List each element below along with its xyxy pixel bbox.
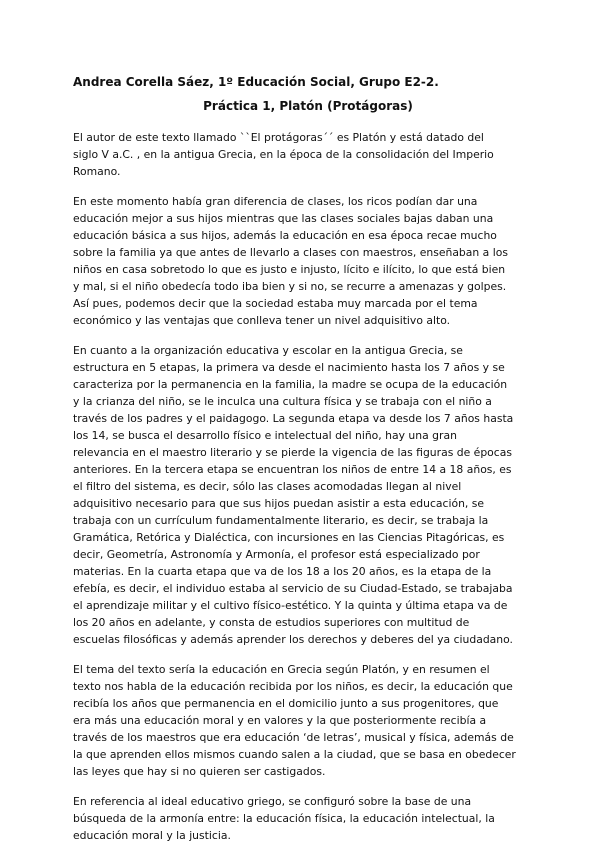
- paragraph-line: los 14, se busca el desarrollo físico e intelectual del niño, hay una gran: [73, 429, 457, 442]
- paragraph-line: relevancia en el maestro literario y se pierde la vigencia de las figuras de épocas: [73, 446, 512, 459]
- paragraph-line: educación mejor a sus hijos mientras que las clases sociales bajas daban una: [73, 212, 494, 225]
- paragraph-line: caracteriza por la permanencia en la familia, la madre se ocupa de la educación: [73, 378, 508, 391]
- paragraph-line: través de los maestros que era educación ‘de letras’, musical y física, además de: [73, 731, 514, 744]
- paragraph-line: era más una educación moral y en valores y la que posteriormente recibía a: [73, 714, 487, 727]
- paragraph-line: través de los padres y el paidagogo. La segunda etapa va desde los 7 años hasta: [73, 412, 514, 425]
- paragraph-line: anteriores. En la tercera etapa se encuentran los niños de entre 14 a 18 años, es: [73, 463, 512, 476]
- paragraph-line: decir, Geometría, Astronomía y Armonía, el profesor está especializado por: [73, 548, 480, 561]
- paragraph-line: escuelas filosóficas y además aprender los derechos y deberes del ya ciudadano.: [73, 633, 513, 646]
- paragraph-line: Gramática, Retórica y Dialéctica, con incursiones en las Ciencias Pitagóricas, es: [73, 531, 505, 544]
- paragraph-line: búsqueda de la armonía entre: la educación física, la educación intelectual, la: [73, 812, 495, 825]
- paragraph-line: económico y las ventajas que conlleva tener un nivel adquisitivo alto.: [73, 314, 451, 327]
- paragraph-line: educación básica a sus hijos, además la educación en esa época recae mucho: [73, 229, 497, 242]
- document-title: Práctica 1, Platón (Protágoras): [203, 99, 413, 113]
- paragraph: [73, 793, 543, 844]
- paragraph-line: el filtro del sistema, es decir, sólo las clases acomodadas llegan al nivel: [73, 480, 462, 493]
- paragraph-line: sobre la familia ya que antes de llevarlo a clases con maestros, enseñaban a los: [73, 246, 508, 259]
- paragraph: [73, 342, 543, 648]
- paragraph-line: y la crianza del niño, se le inculca una cultura física y se trabaja con el niño a: [73, 395, 492, 408]
- document-header: Andrea Corella Sáez, 1º Educación Social, Grupo E2-2.: [73, 75, 439, 89]
- paragraph-line: adquisitivo necesario para que sus hijos puedan asistir a esta educación, se: [73, 497, 485, 510]
- paragraph-line: los 20 años en adelante, y consta de estudios superiores con multitud de: [73, 616, 470, 629]
- paragraph-line: educación moral y la justicia.: [73, 829, 231, 842]
- paragraph-line: estructura en 5 etapas, la primera va desde el nacimiento hasta los 7 años y se: [73, 361, 505, 374]
- paragraph-line: niños en casa sobretodo lo que es justo e injusto, lícito e ilícito, lo que está bien: [73, 263, 506, 276]
- paragraph-line: y mal, si el niño obedecía todo iba bien y si no, se recurre a amenazas y golpes.: [73, 280, 507, 293]
- paragraph-line: siglo V a.C. , en la antigua Grecia, en la época de la consolidación del Imperio: [73, 148, 494, 161]
- paragraph-line: En referencia al ideal educativo griego, se configuró sobre la base de una: [73, 795, 472, 808]
- paragraph-line: En cuanto a la organización educativa y escolar en la antigua Grecia, se: [73, 344, 463, 357]
- document-page: [73, 74, 543, 844]
- paragraph-line: El autor de este texto llamado ``El protágoras´´ es Platón y está datado del: [73, 131, 484, 144]
- paragraph-line: las leyes que hay si no quieren ser castigados.: [73, 765, 326, 778]
- paragraph-line: texto nos habla de la educación recibida por los niños, es decir, la educación que: [73, 680, 513, 693]
- paragraph-line: efebía, es decir, el individuo estaba al servicio de su Ciudad-Estado, se trabajaba: [73, 582, 513, 595]
- paragraph-line: materias. En la cuarta etapa que va de los 18 a los 20 años, es la etapa de la: [73, 565, 492, 578]
- paragraph-line: el aprendizaje militar y el cultivo físico-estético. Y la quinta y última etapa va de: [73, 599, 508, 612]
- paragraph: [73, 129, 543, 180]
- paragraph-line: trabaja con un currículum fundamentalmente literario, es decir, se trabaja la: [73, 514, 489, 527]
- paragraph-line: En este momento había gran diferencia de clases, los ricos podían dar una: [73, 195, 478, 208]
- paragraph-line: Así pues, podemos decir que la sociedad estaba muy marcada por el tema: [73, 297, 478, 310]
- paragraph: [73, 661, 543, 780]
- document-body: [73, 129, 543, 844]
- paragraph-line: recibía los años que permanencia en el domicilio junto a sus progenitores, que: [73, 697, 499, 710]
- paragraph: [73, 193, 543, 329]
- paragraph-line: El tema del texto sería la educación en Grecia según Platón, y en resumen el: [73, 663, 490, 676]
- paragraph-line: la que aprenden ellos mismos cuando salen a la ciudad, que se basa en obedecer: [73, 748, 516, 761]
- paragraph-line: Romano.: [73, 165, 121, 178]
